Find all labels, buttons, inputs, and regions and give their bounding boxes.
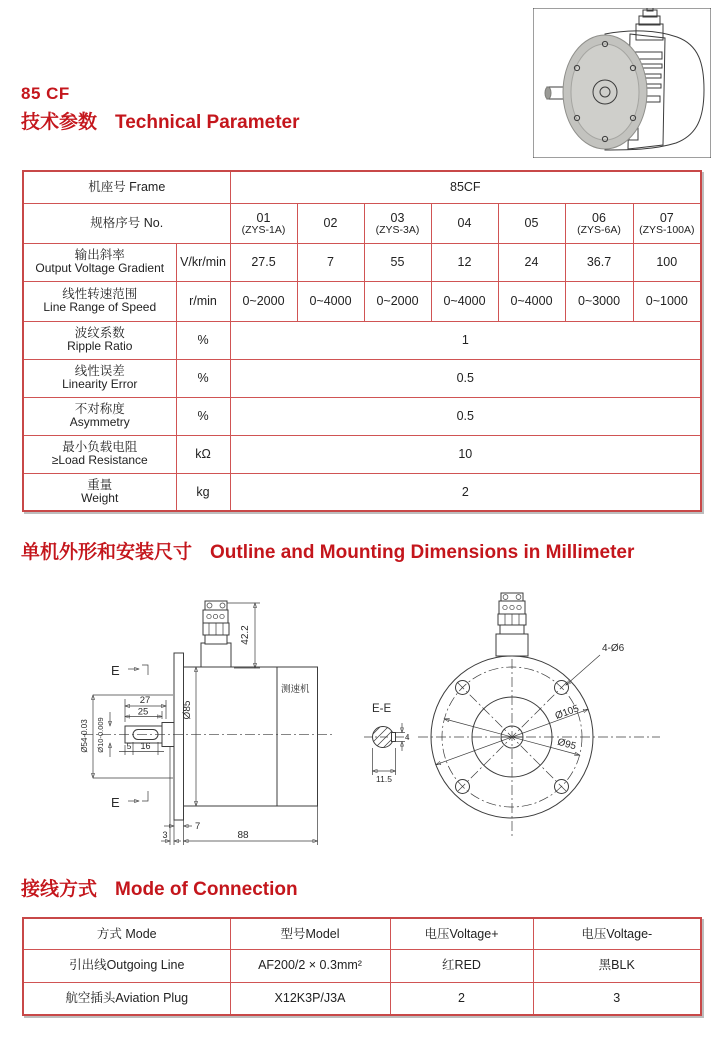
section-mark-e-top: E bbox=[111, 663, 120, 678]
label-zh: 输出斜率 bbox=[74, 247, 125, 262]
dim-4-holes: 4-Ø6 bbox=[602, 643, 625, 654]
dim-flange-dia: Ø105 bbox=[553, 703, 581, 723]
dim-4: 4 bbox=[405, 733, 410, 742]
label-en: Linearity Error bbox=[62, 377, 138, 392]
section-e-e bbox=[364, 703, 410, 784]
side-view-dimensions bbox=[80, 603, 318, 845]
header-model: 型号Model bbox=[230, 918, 390, 949]
end-view-geometry bbox=[418, 593, 660, 837]
ripple-value: 1 bbox=[230, 321, 701, 359]
label-en: Output Voltage Gradient bbox=[35, 261, 165, 276]
spec-06 bbox=[565, 203, 633, 243]
spec-label: 规格序号 No. bbox=[23, 203, 230, 243]
label-zh: 线性转速范围 bbox=[62, 286, 138, 301]
spec-no: 02 bbox=[323, 215, 338, 230]
spec-no: 07 bbox=[659, 210, 674, 225]
linearity-value: 0.5 bbox=[230, 359, 701, 397]
cell-model: X12K3P/J3A bbox=[230, 982, 390, 1015]
speed-value: 0~3000 bbox=[565, 281, 633, 321]
cell-voltage-minus: 3 bbox=[533, 982, 701, 1015]
heading-en: Technical Parameter bbox=[115, 112, 300, 133]
label-en: Weight bbox=[81, 491, 119, 506]
label-en: ≥Load Resistance bbox=[51, 453, 148, 468]
ripple-label bbox=[23, 321, 176, 359]
dim-7: 7 bbox=[195, 821, 201, 832]
label-en: Ripple Ratio bbox=[67, 339, 133, 354]
resistance-label bbox=[23, 435, 176, 473]
resistance-row bbox=[23, 435, 701, 473]
section-mark-e-bottom: E bbox=[111, 795, 120, 810]
section-outline-heading bbox=[21, 537, 634, 564]
frame-label: 机座号 Frame bbox=[23, 171, 230, 203]
speed-row bbox=[23, 281, 701, 321]
cell-mode: 引出线Outgoing Line bbox=[23, 949, 230, 982]
label-en: Line Range of Speed bbox=[43, 300, 157, 315]
label-zh: 波纹系数 bbox=[74, 325, 125, 340]
aviation-plug-row bbox=[23, 982, 701, 1015]
dim-25: 25 bbox=[137, 706, 149, 718]
spec-03 bbox=[364, 203, 431, 243]
cell-mode: 航空插头Aviation Plug bbox=[23, 982, 230, 1015]
asymmetry-row bbox=[23, 397, 701, 435]
model-title: 85 CF bbox=[21, 84, 70, 103]
gradient-label bbox=[23, 243, 176, 281]
heading-zh: 接线方式 bbox=[21, 879, 98, 900]
heading-zh: 单机外形和安装尺寸 bbox=[21, 542, 193, 563]
asymmetry-value: 0.5 bbox=[230, 397, 701, 435]
ripple-unit: % bbox=[176, 321, 230, 359]
section-e-e-label: E-E bbox=[372, 703, 392, 715]
dim-5: 5 bbox=[126, 741, 132, 751]
spec-no: 04 bbox=[457, 215, 472, 230]
linearity-unit: % bbox=[176, 359, 230, 397]
dim-27: 27 bbox=[139, 695, 151, 706]
cell-voltage-plus: 红RED bbox=[390, 949, 533, 982]
spec-sub: (ZYS-3A) bbox=[375, 223, 420, 236]
gradient-row bbox=[23, 243, 701, 281]
spec-02 bbox=[297, 203, 364, 243]
connector-end bbox=[496, 593, 528, 656]
dim-88: 88 bbox=[237, 830, 249, 841]
header-mode: 方式 Mode bbox=[23, 918, 230, 949]
connection-header-row bbox=[23, 918, 701, 949]
spec-sub: (ZYS-6A) bbox=[577, 223, 621, 236]
section-connection-heading bbox=[21, 874, 298, 901]
dim-3: 3 bbox=[162, 830, 168, 840]
header-voltage-plus: 电压Voltage+ bbox=[390, 918, 533, 949]
speed-value: 0~4000 bbox=[498, 281, 565, 321]
header-voltage-minus: 电压Voltage- bbox=[533, 918, 701, 949]
weight-row bbox=[23, 473, 701, 511]
spec-01 bbox=[230, 203, 297, 243]
weight-label bbox=[23, 473, 176, 511]
dim-shaft-dia: Ø10-0.009 bbox=[96, 717, 105, 753]
speed-value: 0~4000 bbox=[297, 281, 364, 321]
asymmetry-unit: % bbox=[176, 397, 230, 435]
heading-zh: 技术参数 bbox=[21, 112, 98, 133]
label-en: Asymmetry bbox=[69, 415, 130, 430]
dim-spigot-dia: Ø54-0.03 bbox=[80, 719, 89, 753]
motor-flange-photo bbox=[563, 35, 647, 149]
gradient-value: 100 bbox=[633, 243, 701, 281]
speed-unit: r/min bbox=[176, 281, 230, 321]
dim-11-5: 11.5 bbox=[376, 774, 392, 784]
cell-model: AF200/2 × 0.3mm² bbox=[230, 949, 390, 982]
spec-07 bbox=[633, 203, 701, 243]
frame-value: 85CF bbox=[230, 171, 701, 203]
end-view-drawing bbox=[360, 585, 705, 875]
linearity-label bbox=[23, 359, 176, 397]
dim-16: 16 bbox=[140, 741, 151, 751]
dim-bolt-circle-dia: Ø95 bbox=[556, 736, 578, 753]
label-zh: 线性误差 bbox=[74, 363, 125, 378]
cell-voltage-minus: 黑BLK bbox=[533, 949, 701, 982]
outgoing-line-row bbox=[23, 949, 701, 982]
speed-value: 0~4000 bbox=[431, 281, 498, 321]
side-view-geometry bbox=[83, 601, 335, 820]
gradient-unit: V/kr/min bbox=[176, 243, 230, 281]
spec-no: 06 bbox=[592, 210, 606, 225]
spec-number-row bbox=[23, 203, 701, 243]
dim-42-2: 42.2 bbox=[240, 625, 251, 645]
technical-parameter-table bbox=[22, 170, 702, 512]
speed-value: 0~2000 bbox=[230, 281, 297, 321]
spec-sub: (ZYS-100A) bbox=[639, 223, 695, 236]
weight-unit: kg bbox=[176, 473, 230, 511]
linearity-row bbox=[23, 359, 701, 397]
dim-body-dia: Ø85 bbox=[182, 700, 193, 720]
product-photo bbox=[533, 8, 711, 158]
speed-label bbox=[23, 281, 176, 321]
frame-row bbox=[23, 171, 701, 203]
spec-no: 05 bbox=[524, 215, 539, 230]
connection-table bbox=[22, 917, 702, 1016]
heading-en: Outline and Mounting Dimensions in Millimeter bbox=[210, 542, 635, 563]
label-zh: 不对称度 bbox=[74, 401, 125, 416]
label-zh: 重量 bbox=[87, 477, 113, 492]
spec-sub: (ZYS-1A) bbox=[241, 223, 286, 236]
spec-no: 03 bbox=[390, 210, 405, 225]
gradient-value: 12 bbox=[431, 243, 498, 281]
heading-en: Mode of Connection bbox=[115, 879, 298, 900]
gradient-value: 36.7 bbox=[565, 243, 633, 281]
resistance-value: 10 bbox=[230, 435, 701, 473]
cell-voltage-plus: 2 bbox=[390, 982, 533, 1015]
gradient-value: 7 bbox=[297, 243, 364, 281]
speed-value: 0~1000 bbox=[633, 281, 701, 321]
gradient-value: 24 bbox=[498, 243, 565, 281]
spec-no: 01 bbox=[256, 210, 271, 225]
connector-side bbox=[201, 601, 231, 667]
gradient-value: 55 bbox=[364, 243, 431, 281]
spec-04 bbox=[431, 203, 498, 243]
ripple-row bbox=[23, 321, 701, 359]
side-view-drawing bbox=[80, 588, 380, 866]
label-zh: 最小负载电阻 bbox=[62, 439, 138, 454]
speed-value: 0~2000 bbox=[364, 281, 431, 321]
gradient-value: 27.5 bbox=[230, 243, 297, 281]
resistance-unit: kΩ bbox=[176, 435, 230, 473]
tachometer-label: 测速机 bbox=[281, 684, 310, 695]
section-technical-parameter-heading bbox=[21, 107, 299, 134]
end-view-dimensions bbox=[436, 643, 625, 765]
weight-value: 2 bbox=[230, 473, 701, 511]
spec-05 bbox=[498, 203, 565, 243]
asymmetry-label bbox=[23, 397, 176, 435]
